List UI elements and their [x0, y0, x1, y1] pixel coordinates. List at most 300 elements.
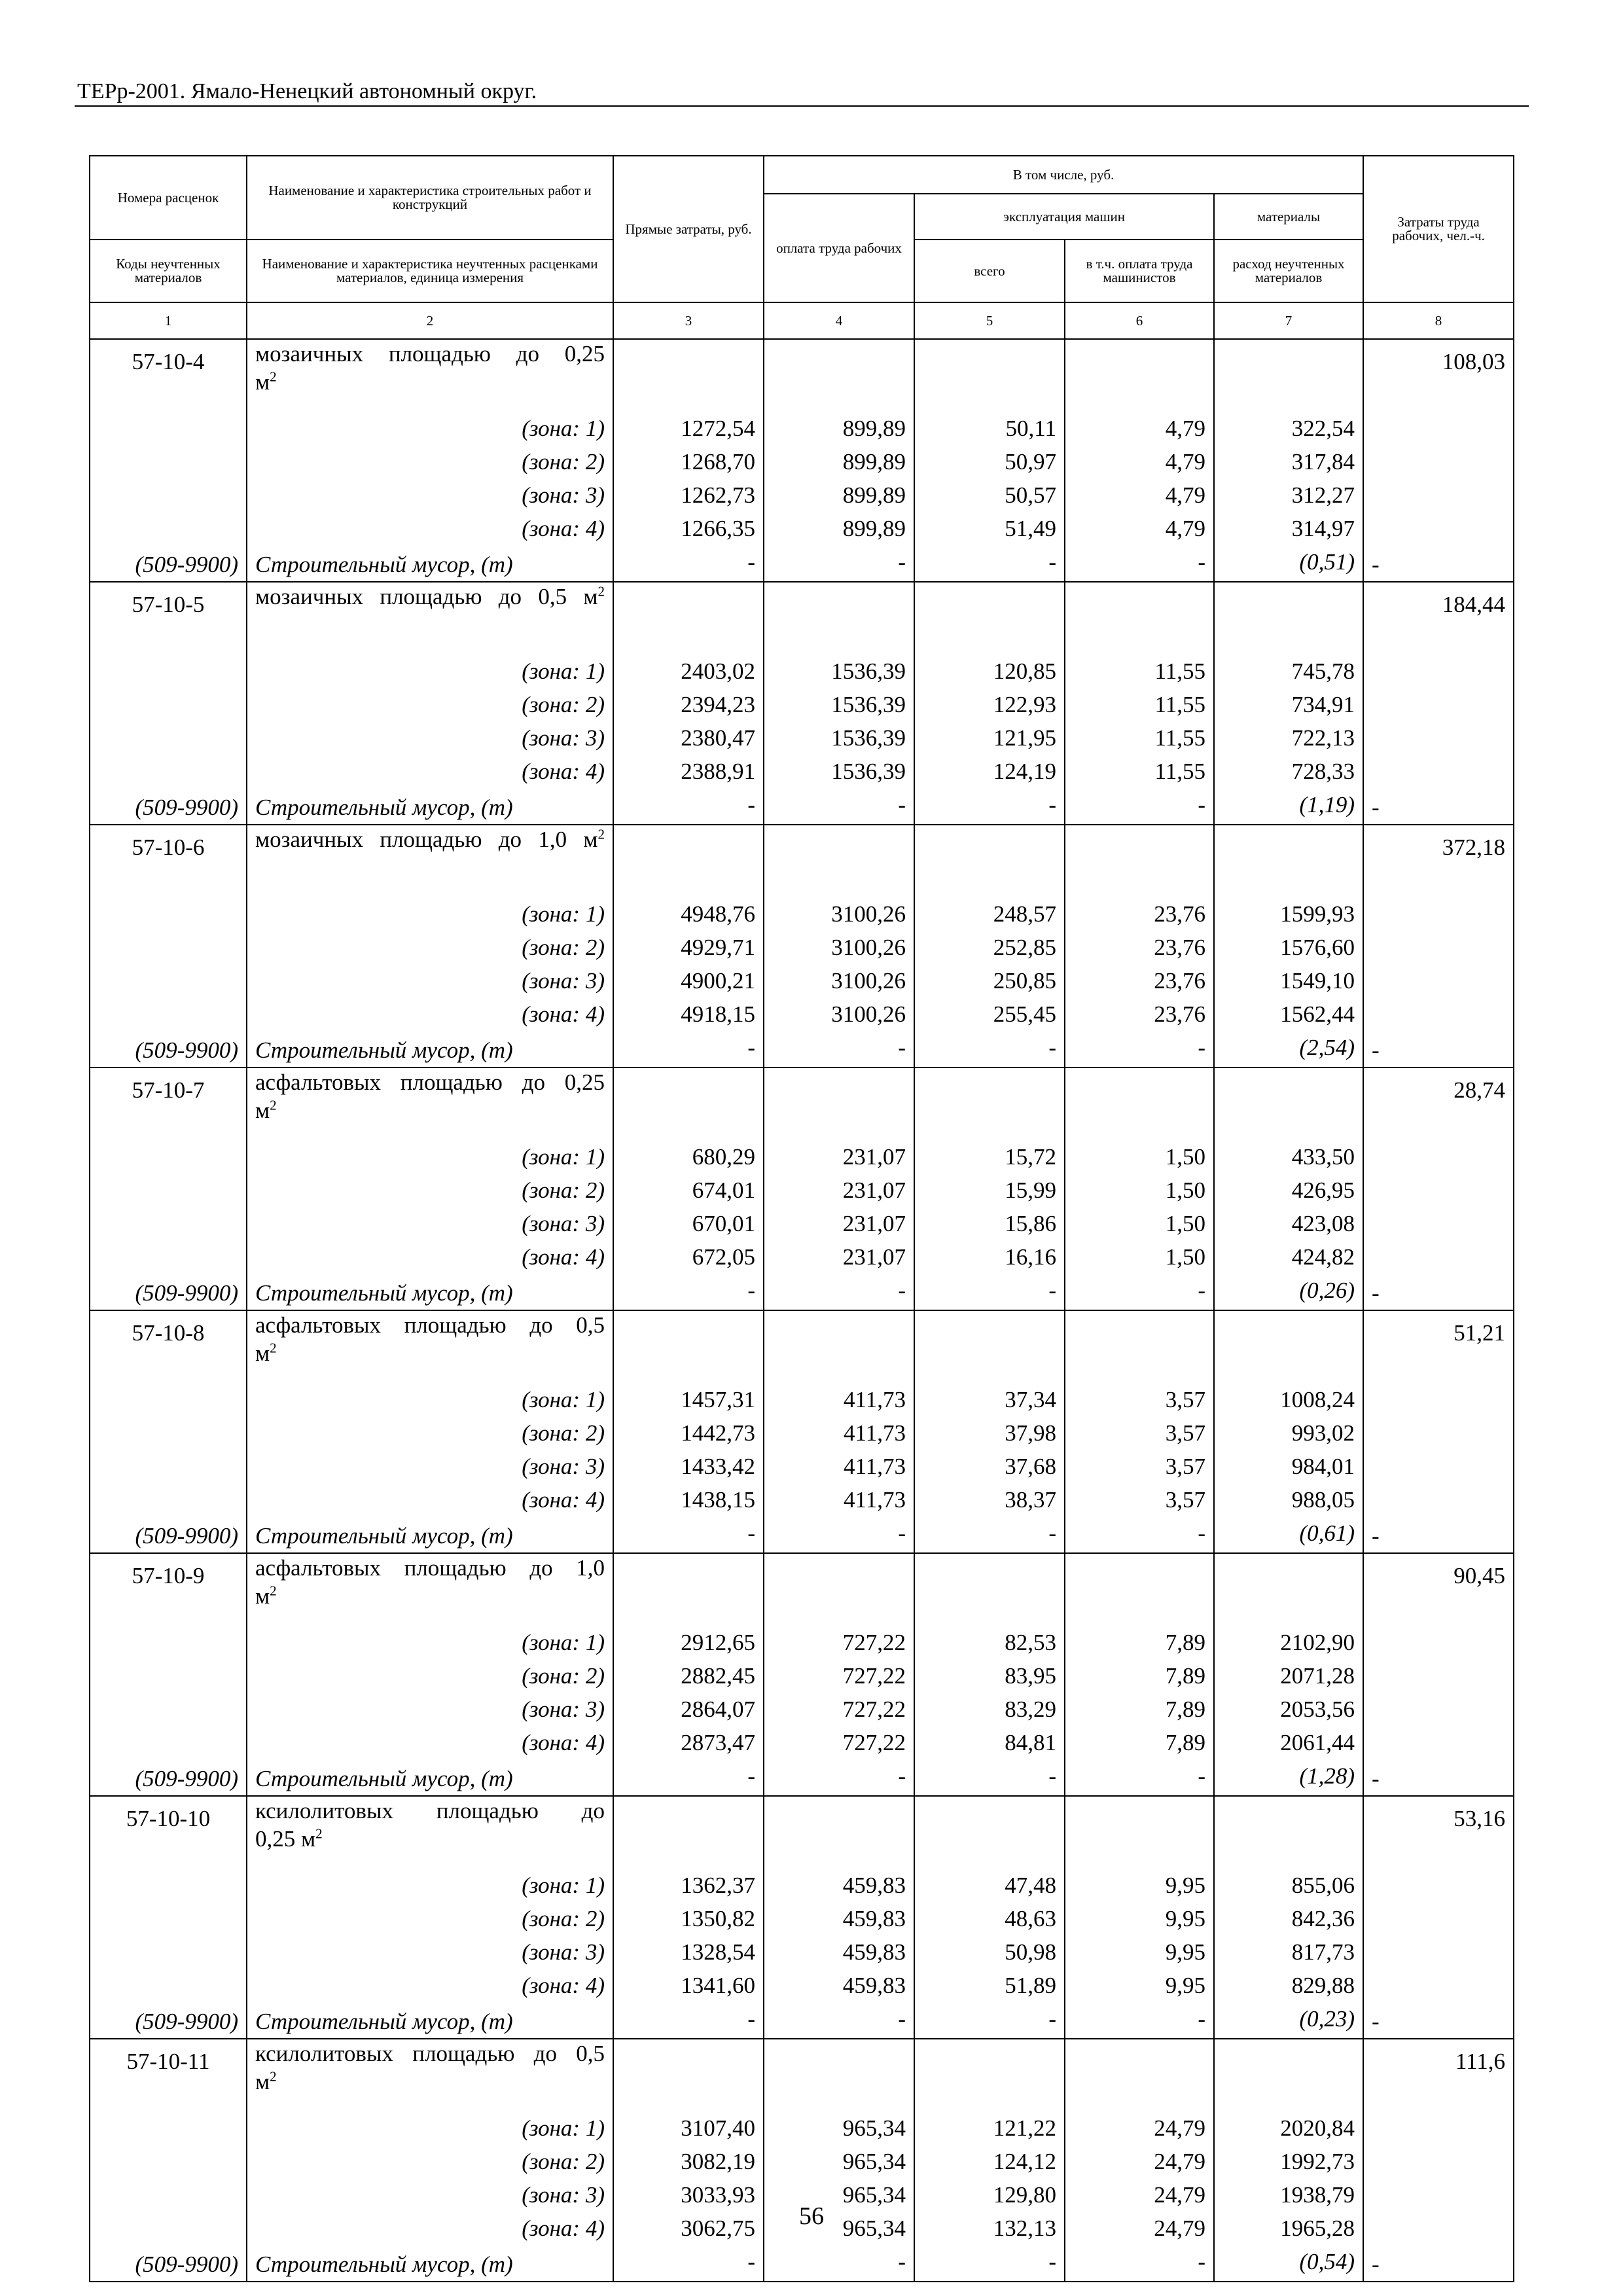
- debris-code: (509-9900): [90, 791, 247, 825]
- worker-wages: 231,07: [764, 1176, 914, 1210]
- empty-cell: [613, 1310, 764, 1386]
- direct-cost: 1328,54: [613, 1938, 764, 1971]
- machines-total: 250,85: [914, 967, 1065, 1000]
- dash-cell: -: [1363, 1762, 1514, 1796]
- machinists-wages: 9,95: [1065, 1871, 1214, 1905]
- machines-total: 248,57: [914, 900, 1065, 933]
- zone-label: (зона: 3): [247, 1210, 613, 1243]
- rate-code: 57-10-8: [90, 1310, 247, 1386]
- rate-title-unit-line: [255, 1825, 605, 1853]
- zone-label: (зона: 4): [247, 1243, 613, 1276]
- zone-label: (зона: 2): [247, 1176, 613, 1210]
- debris-code: (509-9900): [90, 1033, 247, 1067]
- rate-title-main: асфальтовых площадью до 0,25: [255, 1069, 605, 1095]
- rate-title-row: [90, 1310, 1514, 1386]
- machines-total: 124,19: [914, 757, 1065, 791]
- dash-cell: -: [1363, 1519, 1514, 1553]
- empty-cell: [1363, 1662, 1514, 1695]
- rate-title-unit-line: [255, 368, 605, 396]
- zone-row: [90, 1905, 1514, 1938]
- direct-cost: 2882,45: [613, 1662, 764, 1695]
- worker-wages: 727,22: [764, 1729, 914, 1762]
- materials-cost: 317,84: [1214, 448, 1363, 481]
- debris-quantity: (0,23): [1214, 2005, 1363, 2039]
- direct-cost: 674,01: [613, 1176, 764, 1210]
- worker-wages: 411,73: [764, 1486, 914, 1519]
- machines-total: 51,89: [914, 1971, 1065, 2005]
- machines-total: 50,57: [914, 481, 1065, 514]
- zone-row: [90, 1386, 1514, 1419]
- materials-cost: 988,05: [1214, 1486, 1363, 1519]
- direct-cost: 2864,07: [613, 1695, 764, 1729]
- rate-title-row: [90, 339, 1514, 414]
- direct-cost: 3107,40: [613, 2114, 764, 2147]
- worker-wages: 231,07: [764, 1143, 914, 1176]
- empty-cell: [914, 339, 1065, 414]
- machinists-wages: 9,95: [1065, 1938, 1214, 1971]
- rate-title-superscript: 2: [270, 1340, 277, 1356]
- dash-cell: -: [1363, 1276, 1514, 1310]
- machinists-wages: 7,89: [1065, 1729, 1214, 1762]
- empty-cell: [1214, 825, 1363, 900]
- machines-total: 121,95: [914, 724, 1065, 757]
- rate-title-unit: м: [255, 1340, 270, 1366]
- header-worker-wages: оплата труда рабочих: [764, 194, 914, 302]
- empty-cell: [1363, 2147, 1514, 2181]
- empty-cell: [1363, 657, 1514, 691]
- rate-title: [247, 825, 613, 900]
- machines-total: 252,85: [914, 933, 1065, 967]
- empty-cell: [1214, 1067, 1363, 1143]
- machines-total: 15,99: [914, 1176, 1065, 1210]
- debris-name: Строительный мусор, (т): [247, 2248, 613, 2282]
- dash-cell: -: [1363, 2005, 1514, 2039]
- debris-name: Строительный мусор, (т): [247, 1033, 613, 1067]
- empty-cell: [90, 2114, 247, 2147]
- empty-cell: [90, 1243, 247, 1276]
- labor-cost: 53,16: [1363, 1796, 1514, 1871]
- rate-title-main: мозаичных площадью до 1,0 м: [255, 827, 598, 852]
- header-machine-operation: эксплуатация машин: [914, 194, 1214, 240]
- worker-wages: 727,22: [764, 1662, 914, 1695]
- direct-cost: 4918,15: [613, 1000, 764, 1033]
- empty-cell: [613, 1553, 764, 1628]
- debris-name: Строительный мусор, (т): [247, 791, 613, 825]
- debris-name: Строительный мусор, (т): [247, 1276, 613, 1310]
- dash-cell: -: [1363, 548, 1514, 582]
- rate-title-unit: м: [255, 369, 270, 395]
- materials-cost: 1938,79: [1214, 2181, 1363, 2214]
- empty-cell: [1363, 933, 1514, 967]
- dash-cell: -: [914, 1762, 1065, 1796]
- zone-label: (зона: 2): [247, 2147, 613, 2181]
- empty-cell: [1363, 1971, 1514, 2005]
- worker-wages: 459,83: [764, 1905, 914, 1938]
- empty-cell: [1065, 1553, 1214, 1628]
- debris-quantity: (0,54): [1214, 2248, 1363, 2282]
- empty-cell: [613, 2039, 764, 2114]
- header-machinists-wages: в т.ч. оплата труда машинистов: [1065, 240, 1214, 302]
- zone-row: [90, 933, 1514, 967]
- zone-row: [90, 1419, 1514, 1452]
- zone-label: (зона: 2): [247, 1662, 613, 1695]
- debris-code: (509-9900): [90, 1762, 247, 1796]
- direct-cost: 1438,15: [613, 1486, 764, 1519]
- header-work-name: Наименование и характеристика строительных работ и конструкций: [247, 156, 613, 240]
- zone-row: [90, 1243, 1514, 1276]
- zone-label: (зона: 1): [247, 1871, 613, 1905]
- direct-cost: 2388,91: [613, 757, 764, 791]
- dash-cell: -: [1363, 791, 1514, 825]
- empty-cell: [1363, 1000, 1514, 1033]
- machinists-wages: 4,79: [1065, 514, 1214, 548]
- empty-cell: [90, 1486, 247, 1519]
- empty-cell: [90, 1905, 247, 1938]
- empty-cell: [764, 582, 914, 657]
- empty-cell: [1214, 2039, 1363, 2114]
- empty-cell: [1214, 582, 1363, 657]
- empty-cell: [1363, 514, 1514, 548]
- zone-row: [90, 1143, 1514, 1176]
- rates-table: [89, 155, 1514, 2282]
- dash-cell: -: [613, 2248, 764, 2282]
- empty-cell: [1363, 1176, 1514, 1210]
- rate-title-unit-line: [255, 1339, 605, 1367]
- empty-cell: [1363, 1905, 1514, 1938]
- worker-wages: 459,83: [764, 1938, 914, 1971]
- dash-cell: -: [914, 2248, 1065, 2282]
- machinists-wages: 3,57: [1065, 1419, 1214, 1452]
- empty-cell: [914, 582, 1065, 657]
- debris-row: [90, 1276, 1514, 1310]
- machines-total: 15,86: [914, 1210, 1065, 1243]
- direct-cost: 2394,23: [613, 691, 764, 724]
- machinists-wages: 23,76: [1065, 933, 1214, 967]
- empty-cell: [90, 691, 247, 724]
- materials-cost: 993,02: [1214, 1419, 1363, 1452]
- labor-cost: 51,21: [1363, 1310, 1514, 1386]
- header-material-names: Наименование и характеристика неучтенных расценками материалов, единица измерения: [247, 240, 613, 302]
- empty-cell: [90, 757, 247, 791]
- column-number: 4: [764, 302, 914, 339]
- worker-wages: 899,89: [764, 414, 914, 448]
- zone-row: [90, 1729, 1514, 1762]
- empty-cell: [1363, 967, 1514, 1000]
- empty-cell: [1363, 1628, 1514, 1662]
- rate-title-unit: м: [255, 1583, 270, 1609]
- dash-cell: -: [764, 2005, 914, 2039]
- materials-cost: 424,82: [1214, 1243, 1363, 1276]
- zone-row: [90, 1210, 1514, 1243]
- zone-label: (зона: 3): [247, 481, 613, 514]
- dash-cell: -: [914, 1276, 1065, 1310]
- empty-cell: [764, 1553, 914, 1628]
- debris-row: [90, 2248, 1514, 2282]
- dash-cell: -: [764, 791, 914, 825]
- rate-code: 57-10-11: [90, 2039, 247, 2114]
- dash-cell: -: [1065, 2248, 1214, 2282]
- direct-cost: 3082,19: [613, 2147, 764, 2181]
- worker-wages: 3100,26: [764, 967, 914, 1000]
- zone-label: (зона: 1): [247, 657, 613, 691]
- machinists-wages: 4,79: [1065, 448, 1214, 481]
- zone-label: (зона: 4): [247, 514, 613, 548]
- empty-cell: [914, 1310, 1065, 1386]
- materials-cost: 433,50: [1214, 1143, 1363, 1176]
- column-number: 5: [914, 302, 1065, 339]
- debris-name: Строительный мусор, (т): [247, 2005, 613, 2039]
- zone-row: [90, 448, 1514, 481]
- debris-name: Строительный мусор, (т): [247, 1762, 613, 1796]
- empty-cell: [90, 1662, 247, 1695]
- empty-cell: [90, 514, 247, 548]
- page-number: 56: [799, 2202, 824, 2230]
- rate-title-main: асфальтовых площадью до 1,0: [255, 1555, 605, 1581]
- labor-cost: 108,03: [1363, 339, 1514, 414]
- machinists-wages: 3,57: [1065, 1386, 1214, 1419]
- worker-wages: 3100,26: [764, 933, 914, 967]
- dash-cell: -: [1065, 791, 1214, 825]
- debris-quantity: (0,61): [1214, 1519, 1363, 1553]
- zone-row: [90, 1452, 1514, 1486]
- rate-title-superscript: 2: [270, 1097, 277, 1113]
- machines-total: 37,34: [914, 1386, 1065, 1419]
- zone-label: (зона: 2): [247, 1419, 613, 1452]
- empty-cell: [1363, 691, 1514, 724]
- empty-cell: [90, 1695, 247, 1729]
- empty-cell: [1363, 1419, 1514, 1452]
- empty-cell: [1214, 1796, 1363, 1871]
- debris-name: Строительный мусор, (т): [247, 548, 613, 582]
- materials-cost: 1599,93: [1214, 900, 1363, 933]
- empty-cell: [1214, 1310, 1363, 1386]
- dash-cell: -: [613, 1762, 764, 1796]
- empty-cell: [90, 1419, 247, 1452]
- rate-title-row: [90, 825, 1514, 900]
- direct-cost: 2380,47: [613, 724, 764, 757]
- materials-cost: 1008,24: [1214, 1386, 1363, 1419]
- dash-cell: -: [1065, 2005, 1214, 2039]
- empty-cell: [90, 1143, 247, 1176]
- worker-wages: 899,89: [764, 481, 914, 514]
- direct-cost: 4900,21: [613, 967, 764, 1000]
- empty-cell: [1363, 1452, 1514, 1486]
- rate-title: [247, 1796, 613, 1871]
- materials-cost: 2071,28: [1214, 1662, 1363, 1695]
- rate-title-row: [90, 1796, 1514, 1871]
- zone-row: [90, 481, 1514, 514]
- direct-cost: 1433,42: [613, 1452, 764, 1486]
- dash-cell: -: [1363, 2248, 1514, 2282]
- machines-total: 83,29: [914, 1695, 1065, 1729]
- direct-cost: 2912,65: [613, 1628, 764, 1662]
- labor-cost: 111,6: [1363, 2039, 1514, 2114]
- debris-row: [90, 548, 1514, 582]
- machinists-wages: 24,79: [1065, 2114, 1214, 2147]
- rate-code: 57-10-7: [90, 1067, 247, 1143]
- rate-title: [247, 582, 613, 657]
- machinists-wages: 7,89: [1065, 1695, 1214, 1729]
- debris-code: (509-9900): [90, 1276, 247, 1310]
- machinists-wages: 11,55: [1065, 724, 1214, 757]
- debris-row: [90, 1762, 1514, 1796]
- dash-cell: -: [764, 548, 914, 582]
- rate-title-main: ксилолитовых площадью до 0,5: [255, 2041, 605, 2066]
- empty-cell: [914, 1796, 1065, 1871]
- debris-code: (509-9900): [90, 2248, 247, 2282]
- machines-total: 121,22: [914, 2114, 1065, 2147]
- empty-cell: [1363, 1729, 1514, 1762]
- zone-row: [90, 1938, 1514, 1971]
- dash-cell: -: [914, 2005, 1065, 2039]
- worker-wages: 899,89: [764, 448, 914, 481]
- empty-cell: [1363, 481, 1514, 514]
- dash-cell: -: [764, 1519, 914, 1553]
- document-header: ТЕРр-2001. Ямало-Ненецкий автономный округ.: [77, 79, 537, 103]
- machinists-wages: 24,79: [1065, 2147, 1214, 2181]
- empty-cell: [1214, 339, 1363, 414]
- direct-cost: 672,05: [613, 1243, 764, 1276]
- direct-cost: 670,01: [613, 1210, 764, 1243]
- header-rule: [75, 105, 1529, 107]
- zone-row: [90, 1662, 1514, 1695]
- empty-cell: [1363, 414, 1514, 448]
- machinists-wages: 7,89: [1065, 1628, 1214, 1662]
- column-number: 3: [613, 302, 764, 339]
- zone-label: (зона: 2): [247, 1905, 613, 1938]
- worker-wages: 727,22: [764, 1628, 914, 1662]
- machines-total: 120,85: [914, 657, 1065, 691]
- header-materials: материалы: [1214, 194, 1363, 240]
- empty-cell: [1363, 1486, 1514, 1519]
- dash-cell: -: [914, 1519, 1065, 1553]
- header-direct-costs: Прямые затраты, руб.: [613, 156, 764, 302]
- dash-cell: -: [613, 791, 764, 825]
- machinists-wages: 9,95: [1065, 1905, 1214, 1938]
- debris-code: (509-9900): [90, 548, 247, 582]
- debris-row: [90, 1519, 1514, 1553]
- empty-cell: [613, 825, 764, 900]
- zone-row: [90, 1628, 1514, 1662]
- zone-label: (зона: 1): [247, 2114, 613, 2147]
- materials-cost: 984,01: [1214, 1452, 1363, 1486]
- rate-title-superscript: 2: [270, 368, 277, 385]
- direct-cost: 1262,73: [613, 481, 764, 514]
- zone-label: (зона: 4): [247, 1729, 613, 1762]
- rate-code: 57-10-10: [90, 1796, 247, 1871]
- zone-label: (зона: 1): [247, 1143, 613, 1176]
- zone-label: (зона: 2): [247, 691, 613, 724]
- empty-cell: [90, 1729, 247, 1762]
- dash-cell: -: [613, 1276, 764, 1310]
- rate-title-main: ксилолитовых площадью до: [255, 1798, 605, 1823]
- empty-cell: [1065, 1310, 1214, 1386]
- rate-code: 57-10-6: [90, 825, 247, 900]
- empty-cell: [90, 1452, 247, 1486]
- direct-cost: 2403,02: [613, 657, 764, 691]
- empty-cell: [90, 1971, 247, 2005]
- materials-cost: 1549,10: [1214, 967, 1363, 1000]
- worker-wages: 411,73: [764, 1386, 914, 1419]
- empty-cell: [914, 825, 1065, 900]
- empty-cell: [90, 933, 247, 967]
- direct-cost: 1350,82: [613, 1905, 764, 1938]
- empty-cell: [1363, 1386, 1514, 1419]
- empty-cell: [764, 1067, 914, 1143]
- machines-total: 48,63: [914, 1905, 1065, 1938]
- empty-cell: [1065, 582, 1214, 657]
- dash-cell: -: [1065, 1762, 1214, 1796]
- machines-total: 16,16: [914, 1243, 1065, 1276]
- empty-cell: [1363, 724, 1514, 757]
- rate-title: [247, 339, 613, 414]
- rate-title-main: мозаичных площадью до 0,25: [255, 341, 605, 367]
- column-number: 1: [90, 302, 247, 339]
- rate-code: 57-10-4: [90, 339, 247, 414]
- empty-cell: [914, 1553, 1065, 1628]
- zone-row: [90, 414, 1514, 448]
- empty-cell: [1363, 1938, 1514, 1971]
- empty-cell: [764, 1310, 914, 1386]
- rate-title-row: [90, 2039, 1514, 2114]
- empty-cell: [764, 2039, 914, 2114]
- rate-title-superscript: 2: [597, 826, 605, 842]
- table-head: [90, 156, 1514, 339]
- materials-cost: 855,06: [1214, 1871, 1363, 1905]
- materials-cost: 312,27: [1214, 481, 1363, 514]
- rate-title-unit: 0,25 м: [255, 1826, 316, 1852]
- direct-cost: 1268,70: [613, 448, 764, 481]
- materials-cost: 1965,28: [1214, 2214, 1363, 2248]
- machines-total: 122,93: [914, 691, 1065, 724]
- empty-cell: [90, 967, 247, 1000]
- machinists-wages: 11,55: [1065, 657, 1214, 691]
- materials-cost: 722,13: [1214, 724, 1363, 757]
- worker-wages: 459,83: [764, 1871, 914, 1905]
- dash-cell: -: [764, 1276, 914, 1310]
- machinists-wages: 24,79: [1065, 2181, 1214, 2214]
- rate-title-unit: м: [255, 1098, 270, 1123]
- rate-title: [247, 1553, 613, 1628]
- zone-row: [90, 1871, 1514, 1905]
- machinists-wages: 3,57: [1065, 1486, 1214, 1519]
- worker-wages: 459,83: [764, 1971, 914, 2005]
- worker-wages: 965,34: [764, 2147, 914, 2181]
- materials-cost: 322,54: [1214, 414, 1363, 448]
- machines-total: 132,13: [914, 2214, 1065, 2248]
- labor-cost: 184,44: [1363, 582, 1514, 657]
- empty-cell: [613, 339, 764, 414]
- header-unaccounted-materials: расход неучтенных материалов: [1214, 240, 1363, 302]
- rate-title-unit-line: [255, 1582, 605, 1610]
- materials-cost: 2061,44: [1214, 1729, 1363, 1762]
- machinists-wages: 4,79: [1065, 414, 1214, 448]
- empty-cell: [914, 2039, 1065, 2114]
- rate-title-unit-line: [255, 1096, 605, 1124]
- zone-label: (зона: 4): [247, 1971, 613, 2005]
- machinists-wages: 3,57: [1065, 1452, 1214, 1486]
- rate-title: [247, 1310, 613, 1386]
- materials-cost: 817,73: [1214, 1938, 1363, 1971]
- direct-cost: 1272,54: [613, 414, 764, 448]
- rate-title-unit-line: [255, 2068, 605, 2096]
- direct-cost: 4948,76: [613, 900, 764, 933]
- machines-total: 47,48: [914, 1871, 1065, 1905]
- machinists-wages: 11,55: [1065, 691, 1214, 724]
- debris-quantity: (0,51): [1214, 548, 1363, 582]
- empty-cell: [613, 582, 764, 657]
- empty-cell: [1363, 757, 1514, 791]
